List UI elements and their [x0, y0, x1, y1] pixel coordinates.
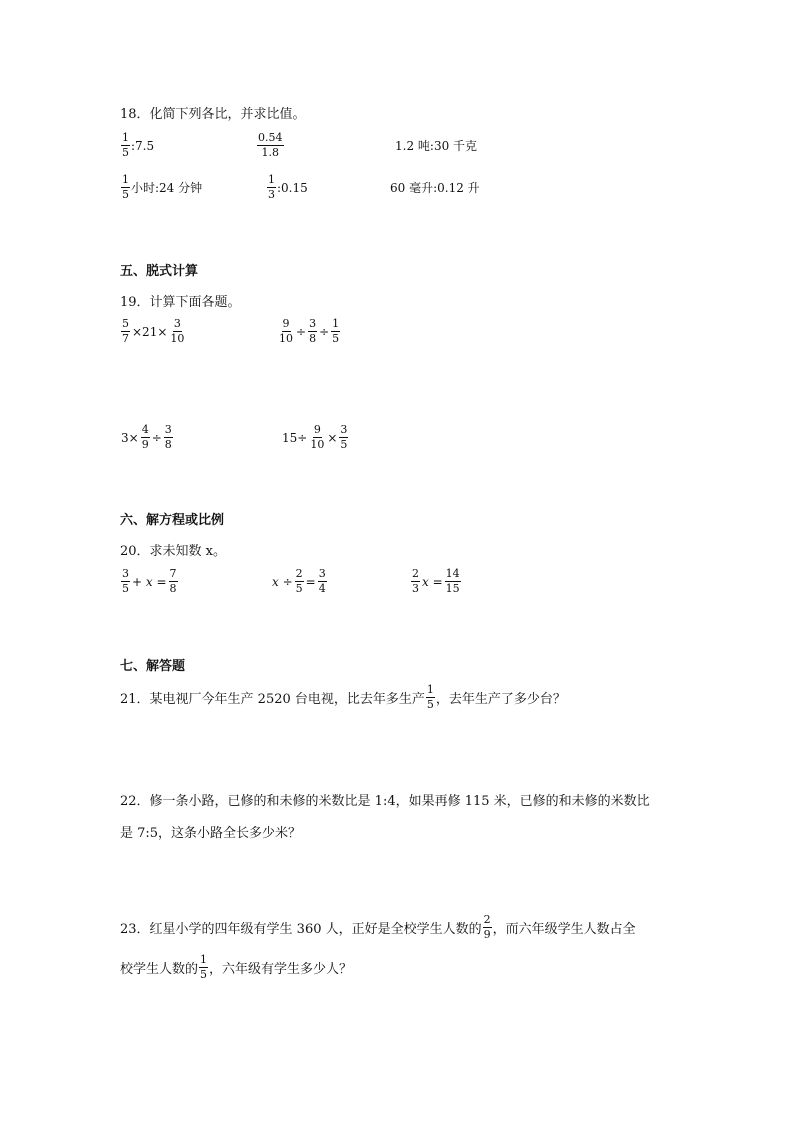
question-20-title: 20．求未知数 x。	[120, 544, 227, 559]
fraction: $\frac{1}{5}$	[332, 317, 340, 345]
q18-item-1: $\frac{1}{5}$ :7.5	[122, 131, 155, 159]
q18-item-4: $\frac{1}{5}$ 小时:24 分钟	[122, 173, 203, 201]
fraction: $\frac{3}{5}$	[340, 423, 348, 451]
fraction: $\frac{1}{5}$	[122, 131, 129, 159]
fraction: $\frac{1}{5}$	[200, 953, 208, 981]
question-19-title: 19．计算下面各题。	[120, 295, 241, 310]
q18-item-5: $\frac{1}{3}$ :0.15	[268, 173, 308, 201]
fraction: $\frac{14}{15}$	[445, 567, 460, 595]
fraction: $\frac{3}{5}$	[122, 567, 129, 595]
question-18-title: 18．化简下列各比，并求比值。	[120, 107, 306, 122]
q18-item-6: 60 毫升:0.12 升	[390, 181, 480, 195]
fraction: $\frac{2}{3}$	[412, 567, 419, 595]
fraction: $\frac{3}{8}$	[309, 317, 317, 345]
question-21: 21．某电视厂今年生产 2520 台电视，比去年多生产 $\frac{1}{5}$ ，去年生产了多少台？	[120, 683, 566, 711]
fraction: $\frac{2}{5}$	[295, 567, 303, 595]
fraction: $\frac{2}{9}$	[483, 913, 491, 941]
section-7-heading: 七、解答题	[120, 659, 186, 674]
question-23-line-1: 23．红星小学的四年级有学生 360 人，正好是全校学生人数的 $\frac{2}{9}$ ，而六年级学生人数占全	[120, 913, 636, 941]
section-6-heading: 六、解方程或比例	[120, 513, 225, 528]
fraction: $\frac{5}{7}$	[122, 317, 129, 345]
section-5-heading: 五、脱式计算	[120, 264, 199, 279]
fraction: $\frac{1}{5}$	[426, 683, 434, 711]
q19-expression-1: $\frac{5}{7}$ ×21× $\frac{3}{10}$	[122, 317, 185, 345]
fraction: $\frac{3}{10}$	[170, 317, 185, 345]
fraction: $\frac{1}{3}$	[268, 173, 275, 201]
q19-expression-3: 3× $\frac{4}{9}$ ÷ $\frac{3}{8}$	[121, 423, 172, 451]
fraction: $\frac{9}{10}$	[310, 423, 325, 451]
q19-expression-4: 15÷ $\frac{9}{10}$ × $\frac{3}{5}$	[282, 423, 348, 451]
fraction: $\frac{3}{8}$	[164, 423, 172, 451]
fraction: $\frac{0.54}{1.8}$	[258, 131, 283, 159]
fraction: $\frac{7}{8}$	[169, 567, 177, 595]
fraction: $\frac{3}{4}$	[318, 567, 326, 595]
q18-item-2	[256, 132, 285, 159]
question-23-line-2: 校学生人数的 $\frac{1}{5}$ ，六年级有学生多少人？	[120, 953, 353, 981]
fraction: $\frac{1}{5}$	[122, 173, 129, 201]
fraction: $\frac{9}{10}$	[279, 317, 293, 345]
q19-expression-2: $\frac{9}{10}$ ÷ $\frac{3}{8}$ ÷ $\frac{1}{5}$	[279, 317, 340, 345]
q20-equation-1: $\frac{3}{5}$ + x = $\frac{7}{8}$	[122, 567, 177, 595]
q20-equation-2: x ÷ $\frac{2}{5}$ = $\frac{3}{4}$	[272, 567, 326, 595]
question-22-line-1: 22．修一条小路，已修的和未修的米数比是 1:4，如果再修 115 米，已修的和未修的米数比	[120, 794, 650, 809]
fraction: $\frac{4}{9}$	[141, 423, 149, 451]
question-22-line-2: 是 7:5，这条小路全长多少米？	[120, 826, 302, 841]
q18-item-3: 1.2 吨:30 千克	[395, 139, 478, 153]
q20-equation-3: $\frac{2}{3}$ x = $\frac{14}{15}$	[412, 567, 460, 595]
